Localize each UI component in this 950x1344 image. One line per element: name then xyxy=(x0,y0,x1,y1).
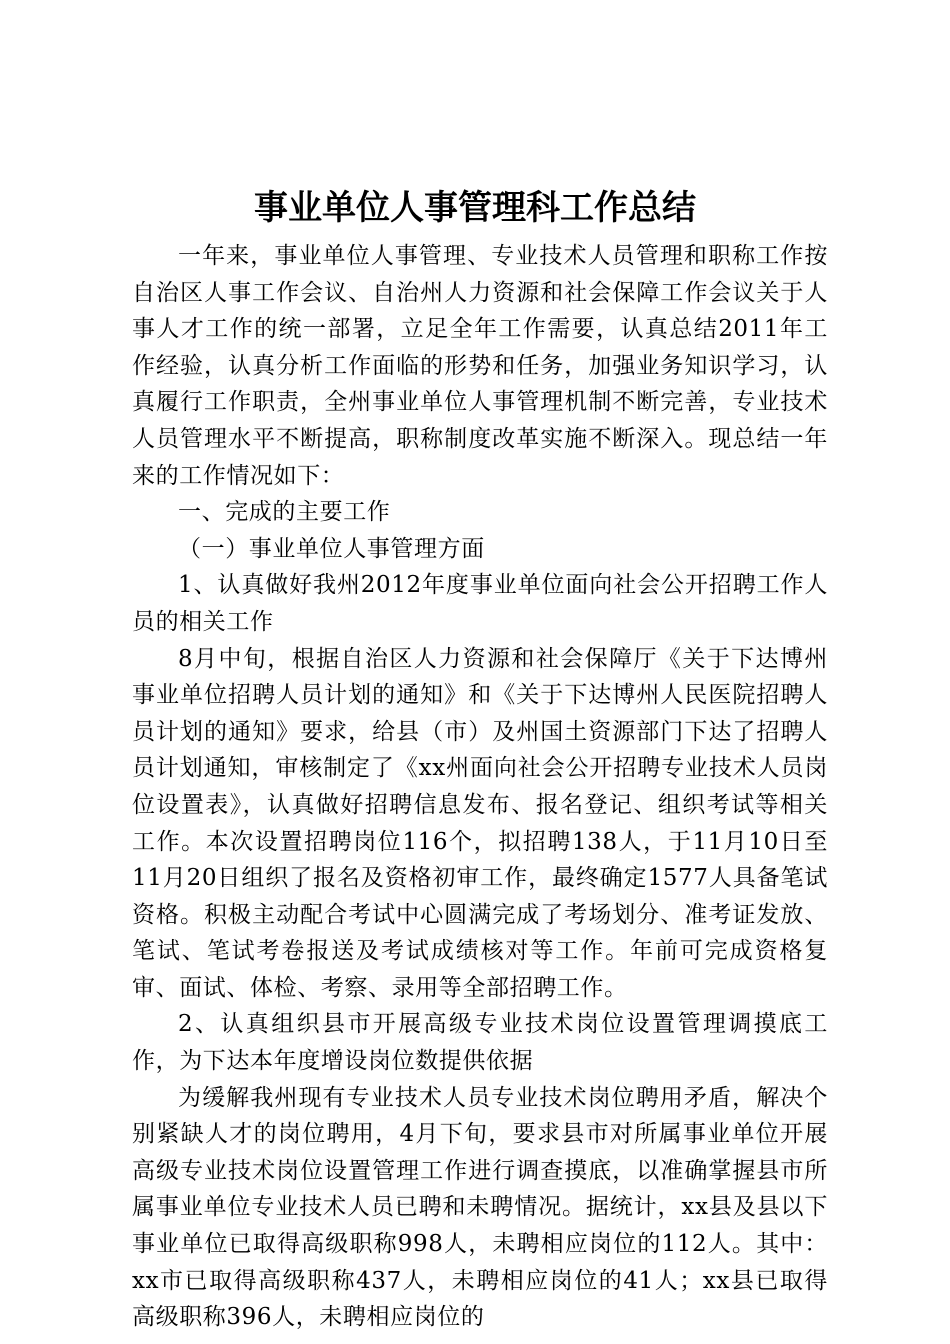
item-heading-recruitment: 1、认真做好我州2012年度事业单位面向社会公开招聘工作人员的相关工作 xyxy=(132,572,828,635)
document-body xyxy=(132,238,828,1336)
heading-main-work: 一、完成的主要工作 xyxy=(178,499,391,526)
subheading-personnel-management: （一）事业单位人事管理方面 xyxy=(178,535,485,562)
paragraph-senior-posts: 为缓解我州现有专业技术人员专业技术岗位聘用矛盾，解决个别紧缺人才的岗位聘用，4月下旬，要求县市对所属事业单位开展高级专业技术岗位设置管理工作进行调查摸底，以准确掌握县市所属事业单位专业技术人员已聘和未聘情况。据统计，xx县及县以下事业单位已取得高级职称998人，未聘相应岗位的112人。其中：xx市已取得高级职称437人，未聘相应岗位的41人；xx县已取得高级职称396人，未聘相应岗位的 xyxy=(132,1084,828,1331)
item-heading-senior-posts: 2、认真组织县市开展高级专业技术岗位设置管理调摸底工作，为下达本年度增设岗位数提供依据 xyxy=(132,1011,828,1075)
paragraph-recruitment: 8月中旬，根据自治区人力资源和社会保障厅《关于下达博州事业单位招聘人员计划的通知》和《关于下达博州人民医院招聘人员计划的通知》要求，给县（市）及州国土资源部门下达了招聘人员计划通知，审核制定了《xx州面向社会公开招聘专业技术人员岗位设置表》，认真做好招聘信息发布、报名登记、组织考试等相关工作。本次设置招聘岗位116个，拟招聘138人，于11月10日至11月20日组织了报名及资格初审工作，最终确定1577人具备笔试资格。积极主动配合考试中心圆满完成了考场划分、准考证发放、笔试、笔试考卷报送及考试成绩核对等工作。年前可完成资格复审、面试、体检、考察、录用等全部招聘工作。 xyxy=(132,645,828,1001)
document-title: 事业单位人事管理科工作总结 xyxy=(254,188,696,228)
paragraph-intro: 一年来，事业单位人事管理、专业技术人员管理和职称工作按自治区人事工作会议、自治州人力资源和社会保障工作会议关于人事人才工作的统一部署，立足全年工作需要，认真总结2011年工作经验，认真分析工作面临的形势和任务，加强业务知识学习，认真履行工作职责，全州事业单位人事管理机制不断完善，专业技术人员管理水平不断提高，职称制度改革实施不断深入。现总结一年来的工作情况如下： xyxy=(132,243,828,489)
